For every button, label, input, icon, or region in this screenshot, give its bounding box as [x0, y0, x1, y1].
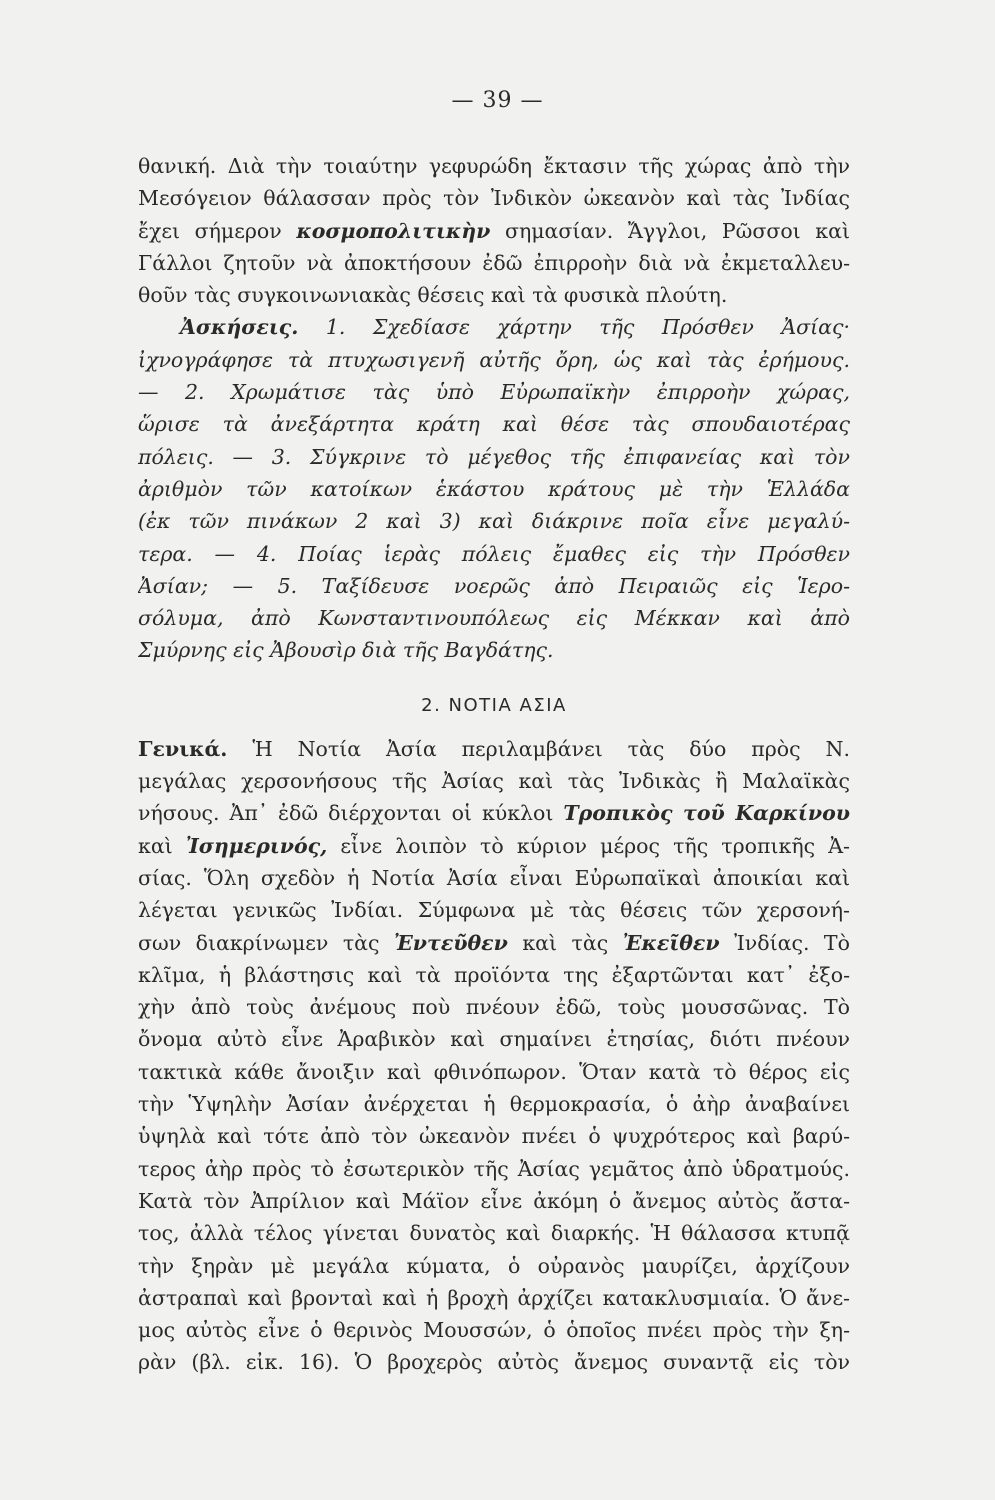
- exercise-text: — 2. Χρωμάτισε τὰς ὑπὸ Εὐρωπαϊκὴν ἐπιρροὴν χώρας,: [138, 380, 850, 405]
- text-span: Γάλλοι ζητοῦν νὰ ἀποκτήσουν ἐδῶ ἐπιρροὴν διὰ νὰ ἐκμεταλλευ-: [138, 250, 850, 275]
- text-span: ὑψηλὰ καὶ τότε ἀπὸ τὸν ὠκεανὸν πνέει ὁ ψυχρότερος καὶ βαρύ-: [138, 1124, 850, 1149]
- emphasis-term: κοσμοπολιτικὴν: [296, 218, 491, 243]
- text-line: [138, 1346, 850, 1378]
- text-span: καὶ: [138, 833, 173, 858]
- text-line: [138, 862, 850, 894]
- text-line: [138, 927, 850, 959]
- text-line: [138, 1120, 850, 1152]
- text-line: [138, 1153, 850, 1185]
- text-span: θανική. Διὰ τὴν τοιαύτην γεφυρώδη ἔκτασιν τῆς χώρας ἀπὸ τὴν: [138, 154, 850, 178]
- exercises-line: [138, 634, 850, 666]
- text-line: [138, 1088, 850, 1120]
- emphasis-term: Ἰσημερινός,: [185, 833, 328, 858]
- exercise-text: σόλυμα, ἀπὸ Κωνσταντινουπόλεως εἰς Μέκκαν καὶ ἀπὸ: [138, 606, 850, 631]
- exercise-text: πόλεις. — 3. Σύγκρινε τὸ μέγεθος τῆς ἐπιφανείας καὶ τὸν: [138, 444, 850, 469]
- exercise-text: ὥρισε τὰ ἀνεξάρτητα κράτη καὶ θέσε τὰς σπουδαιοτέρας: [138, 412, 850, 437]
- page-number: — 39 —: [451, 88, 544, 113]
- paragraph-label: Γενικά.: [138, 736, 228, 761]
- text-line: [138, 279, 850, 311]
- exercises-line: [138, 311, 850, 343]
- section-heading: 2. ΝΟΤΙΑ ΑΣΙΑ: [421, 694, 567, 716]
- text-line: [138, 1023, 850, 1055]
- text-line: [138, 765, 850, 797]
- text-span: κλῖμα, ἡ βλάστησις καὶ τὰ προϊόντα της ἐξαρτῶνται κατ᾽ ἐξο-: [138, 962, 850, 987]
- text-span: ἀστραπαὶ καὶ βρονταὶ καὶ ἡ βροχὴ ἀρχίζει κατακλυσμιαία. Ὁ ἄνε-: [138, 1285, 850, 1310]
- exercises-label: Ἀσκήσεις.: [180, 315, 299, 340]
- text-span: μος αὐτὸς εἶνε ὁ θερινὸς Μουσσών, ὁ ὁποῖος πνέει πρὸς τὴν ξη-: [138, 1318, 850, 1343]
- text-line: [138, 733, 850, 765]
- text-span: ἔχει σήμερον: [138, 218, 282, 243]
- text-line: [138, 894, 850, 926]
- exercise-text: ἰχνογράφησε τὰ πτυχωσιγενῆ αὐτῆς ὄρη, ὡς καὶ τὰς ἐρήμους.: [138, 347, 850, 372]
- text-span: τερος ἀὴρ πρὸς τὸ ἐσωτερικὸν τῆς Ἀσίας γεμᾶτος ἀπὸ ὑδρατμούς.: [138, 1156, 850, 1181]
- exercises-line: [138, 344, 850, 376]
- text-line: [138, 1185, 850, 1217]
- text-span: τος, ἀλλὰ τέλος γίνεται δυνατὸς καὶ διαρκής. Ἡ θάλασσα κτυπᾷ: [138, 1221, 850, 1246]
- text-span: θοῦν τὰς συγκοινωνιακὰς θέσεις καὶ τὰ φυσικὰ πλούτη.: [138, 283, 728, 308]
- text-span: σίας. Ὅλη σχεδὸν ἡ Νοτία Ἀσία εἶναι Εὐρωπαϊκαὶ ἀποικίαι καὶ: [138, 865, 850, 890]
- text-line: [138, 959, 850, 991]
- emphasis-term: Ἐντεῦθεν: [394, 930, 508, 955]
- text-span: σημασίαν. Ἄγγλοι, Ρῶσσοι καὶ: [504, 218, 850, 243]
- text-span: μεγάλας χερσονήσους τῆς Ἀσίας καὶ τὰς Ἰνδικὰς ἢ Μαλαϊκὰς: [138, 769, 850, 794]
- text-line: [138, 215, 850, 247]
- text-line: [138, 830, 850, 862]
- text-span: Ἰνδίας. Τὸ: [734, 930, 850, 955]
- exercises-line: [138, 376, 850, 408]
- text-span: ρὰν (βλ. εἰκ. 16). Ὁ βροχερὸς αὐτὸς ἄνεμος συναντᾷ εἰς τὸν: [138, 1350, 850, 1375]
- text-line: [138, 1056, 850, 1088]
- text-line: [138, 797, 850, 829]
- exercise-text: Σμύρνης εἰς Ἀβουσὶρ διὰ τῆς Βαγδάτης.: [138, 638, 554, 663]
- text-line: [138, 991, 850, 1023]
- text-span: νήσους. Ἀπ᾽ ἐδῶ διέρχονται οἱ κύκλοι: [138, 801, 554, 826]
- exercise-text: ἀριθμὸν τῶν κατοίκων ἑκάστου κράτους μὲ τὴν Ἑλλάδα: [138, 476, 850, 501]
- text-span: εἶνε λοιπὸν τὸ κύριον μέρος τῆς τροπικῆς Ἀ-: [340, 833, 850, 858]
- text-span: τὴν Ὑψηλὴν Ἀσίαν ἀνέρχεται ἡ θερμοκρασία, ὁ ἀὴρ ἀναβαίνει: [138, 1092, 850, 1117]
- text-line: [138, 182, 850, 214]
- exercises-line: [138, 505, 850, 537]
- text-line: [138, 1282, 850, 1314]
- emphasis-term: Ἐκεῖθεν: [622, 930, 720, 955]
- text-line: [138, 1250, 850, 1282]
- exercises-line: [138, 441, 850, 473]
- emphasis-term: Τροπικὸς τοῦ Καρκίνου: [563, 801, 850, 826]
- exercises-line: [138, 602, 850, 634]
- exercise-text: 1. Σχεδίασε χάρτην τῆς Πρόσθεν Ἀσίας·: [325, 315, 850, 340]
- text-span: Μεσόγειον θάλασσαν πρὸς τὸν Ἰνδικὸν ὠκεανὸν καὶ τὰς Ἰνδίας: [138, 186, 850, 211]
- text-span: καὶ τὰς: [522, 930, 609, 955]
- text-line: [138, 1217, 850, 1249]
- exercises-line: [138, 473, 850, 505]
- exercises-line: [138, 408, 850, 440]
- exercises-line: [138, 538, 850, 570]
- exercises-line: [138, 570, 850, 602]
- exercise-text: τερα. — 4. Ποίας ἱερὰς πόλεις ἔμαθες εἰς τὴν Πρόσθεν: [138, 541, 850, 566]
- text-span: τακτικὰ κάθε ἄνοιξιν καὶ φθινόπωρον. Ὅταν κατὰ τὸ θέρος εἰς: [138, 1059, 850, 1084]
- text-span: χὴν ἀπὸ τοὺς ἀνέμους ποὺ πνέουν ἐδῶ, τοὺς μουσσῶνας. Τὸ: [138, 995, 850, 1020]
- text-span: σων διακρίνωμεν τὰς: [138, 930, 380, 955]
- text-span: Κατὰ τὸν Ἀπρίλιον καὶ Μάϊον εἶνε ἀκόμη ὁ ἄνεμος αὐτὸς ἄστα-: [138, 1188, 850, 1213]
- page-body: [138, 150, 850, 1379]
- text-span: τὴν ξηρὰν μὲ μεγάλα κύματα, ὁ οὐρανὸς μαυρίζει, ἀρχίζουν: [138, 1253, 850, 1278]
- exercise-text: (ἐκ τῶν πινάκων 2 καὶ 3) καὶ διάκρινε ποῖα εἶνε μεγαλύ-: [138, 509, 850, 534]
- text-line: [138, 150, 850, 182]
- exercise-text: Ἀσίαν; — 5. Ταξίδευσε νοερῶς ἀπὸ Πειραιῶς εἰς Ἱερο-: [138, 573, 850, 598]
- text-span: λέγεται γενικῶς Ἰνδίαι. Σύμφωνα μὲ τὰς θέσεις τῶν χερσονή-: [138, 898, 850, 923]
- text-line: [138, 1314, 850, 1346]
- text-span: Ἡ Νοτία Ἀσία περιλαμβάνει τὰς δύο πρὸς Ν.: [252, 736, 850, 761]
- text-line: [138, 247, 850, 279]
- text-span: ὄνομα αὐτὸ εἶνε Ἀραβικὸν καὶ σημαίνει ἐτησίας, διότι πνέουν: [138, 1027, 850, 1052]
